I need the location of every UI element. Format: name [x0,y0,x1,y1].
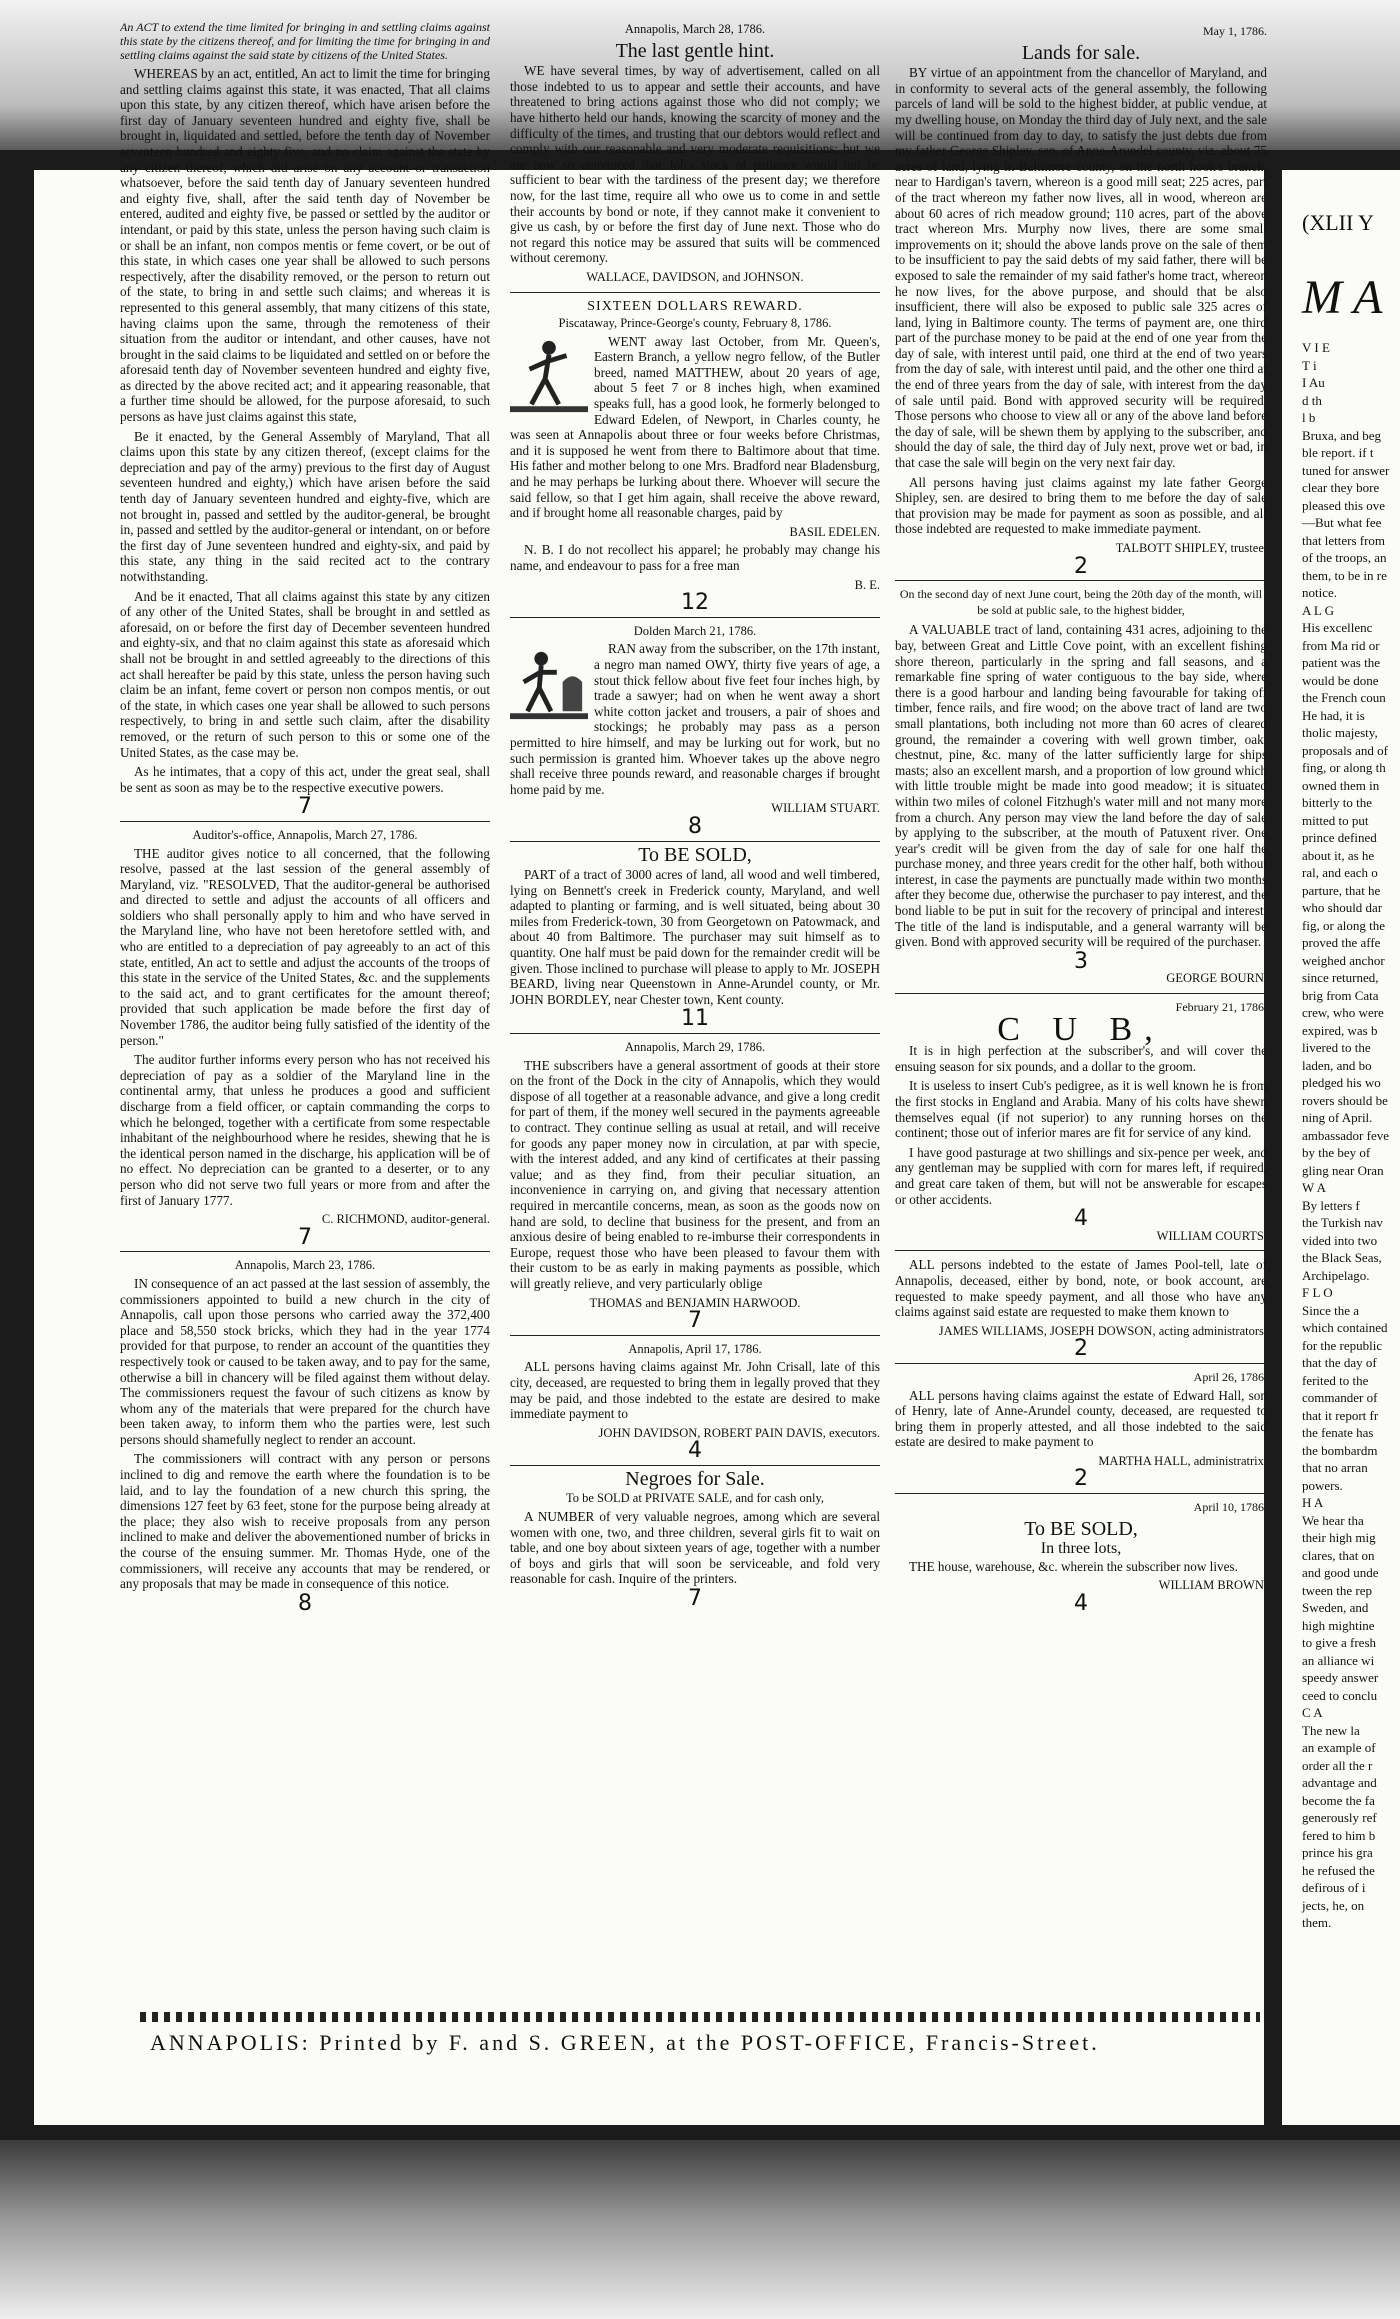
handwritten-number: 7 [298,1224,312,1250]
hint-ad-signature: WALLACE, DAVIDSON, and JOHNSON. [586,269,804,284]
adjacent-page-line: pledged his wo [1302,1075,1381,1090]
reward-ad-note: N. B. I do not recollect his apparel; he probably may change his name, and endeavour to pass for a free man [510,542,880,573]
adjacent-page-line: clares, that on [1302,1547,1375,1563]
adjacent-page-line: generously ref [1302,1810,1377,1825]
runaway-ad-paragraph: RAN away from the subscriber, on the 17th instant, a negro man named OWY, thirty five years of age, a stout thick fellow about five feet four inches high, by trade a sawyer; had on when he went away a short white cotton jacket and trousers, a pair of shoes and stockings; he probably may pass as a person permitted to hire himself, and may be lurking out for work, but no such permission is granted him. Whoever takes up the above negro shall receive three pounds reward, and reasonable charges if brought home paid by me. [510,641,880,797]
hint-ad-title: The last gentle hint. [615,39,775,62]
divider [895,993,1267,994]
hall-estate-signature: MARTHA HALL, administratrix. [1098,1453,1267,1468]
adjacent-page-line: he refused the [1302,1862,1375,1878]
adjacent-page-line: the Turkish nav [1302,1215,1383,1230]
adjacent-page-line: the Black Seas, [1302,1250,1382,1265]
adjacent-page-line: H A [1302,1495,1324,1510]
adjacent-page-line: notice. [1302,585,1338,600]
adjacent-page-line: We hear tha [1302,1512,1364,1528]
handwritten-number: 8 [688,813,702,839]
adjacent-page-line: l b [1302,410,1316,425]
adjacent-page-line: ferited to the [1302,1372,1369,1388]
reward-ad-heading: Piscataway, Prince-George's county, February 8, 1786. [558,316,832,331]
pool-estate-signature: JAMES WILLIAMS, JOSEPH DOWSON, acting administrators. [938,1323,1267,1338]
crisall-ad-signature: JOHN DAVIDSON, ROBERT PAIN DAVIS, executors. [598,1425,880,1440]
adjacent-page-line: would be done [1302,672,1379,688]
adjacent-page-line: them, to be in re [1302,567,1387,583]
adjacent-page-line: that the day of [1302,1355,1377,1370]
adjacent-page-line: the French coun [1302,690,1386,705]
divider [120,1251,490,1252]
handwritten-number: 3 [1074,948,1088,974]
adjacent-page-line: I Au [1302,375,1325,390]
adjacent-page-line: rovers should be [1302,1092,1388,1108]
cub-ad-date: February 21, 1786. [1175,1000,1267,1015]
act-paragraph-3: And be it enacted, That all claims against this state by any citizen of any other of the United States, shall be brought in and settled as aforesaid, on or before the first day of December seventeen hundred and eighty-six, and that no claim against this state as aforesaid which shall not be brought in and settled agreeably to the directions of this act shall hereafter be paid by this state, unless the person having such claim be an infant, feme covert or person non compos mentis, or out of the state, in which cases one year shall be allowed to such persons respectively, to bring in and settle such claim, after the disability removed, or the return of such person to this or some one of the United States, as the case may be. [120,588,490,760]
land-ad-title: To BE SOLD, [638,843,752,866]
lands-ad-date: May 1, 1786. [1203,24,1267,38]
adjacent-page-line: and good unde [1302,1565,1379,1580]
adjacent-page-line: that letters from [1302,532,1386,548]
adjacent-page-line: expired, was b [1302,1022,1378,1038]
adjacent-page-line: gling near Oran [1302,1162,1384,1178]
reward-ad-initials: B. E. [854,577,880,592]
handwritten-number: 2 [1074,1336,1088,1362]
church-ad-paragraph-1: IN consequence of an act passed at the last session of assembly, the commissioners appointed to build a new church in the city of Annapolis, call upon those persons who carried away the 372,400 place and 58,550 stock bricks, which they had in the year 1774 provided for that purpose, to render an account of the quantities they respectively took or caused to be taken away, and to pay for the same, otherwise a bill in chancery will be filed against them without delay. The commissioners request the favour of such citizens as know by whom any of the materials that were prepared for the church have been taken away, to inform them who the parties were, lest such persons should shamefully neglect to render an account. [120,1275,490,1447]
land-ad-paragraph: PART of a tract of 3000 acres of land, all wood and well timbered, lying on Bennett's creek in Frederick county, Maryland, and well adapted to planting or farming, and is well situated, being about 30 miles from Frederick-town, 30 from Georgetown on Patowmack, and about 40 from Baltimore. The purchaser may suit himself as to quantity. One half must be paid down for the remainder credit will be given. Those inclined to purchase will please to apply to Mr. JOSEPH BEARD, living near Queenstown in Anne-Arundel county, or Mr. JOHN BORDLEY, near Chester town, Kent county. [510,867,880,1007]
adjacent-page-line: Bruxa, and beg [1302,427,1382,443]
act-paragraph-1: WHEREAS by an act, entitled, An act to limit the time for bringing and settling claims against this state, it was enacted, That all claims upon this state, by any citizen thereof, which have arisen before the first day of January seventeen hundred and eighty five, shall be brought in, liquidated and settled, before the tenth day of November seventeen hundred and eighty five, and no claim against the state by any citizen thereof, which did arise on any account or transaction whatsoever, before the said tenth day of January seventeen hundred and eighty five, shall, after the said tenth day of November be entered, audited and eighty five, be passed or settled by the auditor or intendant, or paid by this state, unless the person having such claim is or shall be an infant, non compos mentis or feme covert, or be out of this state, in which cases one year shall be allowed to such persons respectively, after the disability removed, or the person to return out of the state, to bring in and settle such claims; and whereas it is represented to this general assembly, that many citizens of this state, having claims upon the same, through the remoteness of their situation from the auditor or intendant, and other causes, have not brought in the said claims to be liquidated and settled on or before the aforesaid tenth day of November seventeen hundred and eighty five, as directed by the above recited act; and it appearing reasonable, that a further time should be allowed, for the purpose aforesaid, to such persons as have just claims against this state, [120,66,490,425]
adjacent-page-line: vided into two [1302,1232,1378,1248]
adjacent-page-line: speedy answer [1302,1670,1379,1685]
adjacent-page-line: their high mig [1302,1530,1376,1545]
adjacent-page-line: bitterly to the [1302,795,1373,810]
handwritten-number: 7 [688,1308,702,1334]
adjacent-page-line: high mightine [1302,1617,1375,1633]
adjacent-page-line: about it, as he [1302,847,1375,863]
divider [895,580,1267,581]
adjacent-page-line: that no arran [1302,1460,1368,1475]
hall-estate-paragraph: ALL persons having claims against the estate of Edward Hall, son of Henry, late of Anne-Arundel county, deceased, are requested to bring them in properly attested, and all those indebted to the said estate are desired to make payment to [895,1387,1267,1450]
divider [510,841,880,842]
adjacent-page-line: which contained [1302,1320,1388,1335]
adjacent-page-line: since returned, [1302,970,1379,985]
divider [895,1250,1267,1251]
adjacent-page-line: advantage and [1302,1775,1377,1790]
adjacent-page-line: parture, that he [1302,882,1381,898]
reward-ad-signature: BASIL EDELEN. [789,524,880,539]
auditor-ad-paragraph-2: The auditor further informs every person who has not received his depreciation of pay as a soldier of the Maryland line in the continental army, that unless he produces a good and sufficient discharge from a field officer, or captain commanding the corps to which he belonged, together with a certificate from some respectable inhabitant of the neighbourhood where he resides, shewing that he is the identical person named in the discharge, his application will be of no effect. No depreciation can be granted to a deserter, or to any person who did not serve two full years or more from and after the first of January 1777. [120,1052,490,1208]
adjacent-page-line: weighed anchor [1302,952,1385,968]
cub-ad-paragraph-1: It is in high perfection at the subscriber's, and will cover the ensuing season for six pounds, and a dollar to the groom. [895,1043,1267,1074]
adjacent-page-line: C A [1302,1705,1323,1720]
church-ad-paragraph-2: The commissioners will contract with any person or persons inclined to dig and remove the earth where the foundation is to be laid, and to lay the foundation of a new church this spring, the dimensions 127 feet by 63 feet, stone for the purpose being already at the place; they also wish to receive proposals from any person inclined to make and deliver the abovementioned number of bricks in the course of the ensuing summer. Mr. Thomas Hyde, one of the commissioners, will receive any accounts that may be rendered, or any proposals that may be made in consequence of this notice. [120,1451,490,1592]
adjacent-page-line: that it report fr [1302,1407,1379,1423]
adjacent-page-line: them. [1302,1915,1332,1930]
adjacent-page-line: A L G [1302,602,1335,618]
act-paragraph-4: As he intimates, that a copy of this act, under the great seal, shall be sent as soon as may be to the respective executive powers. [120,764,490,795]
tract-ad-intro: On the second day of next June court, being the 20th day of the month, will be sold at public sale, to the highest bidder, [899,587,1263,617]
adjacent-page-line: laden, and bo [1302,1057,1372,1073]
act-title: An ACT to extend the time limited for bringing in and settling claims against this state by the citizens thereof, and for limiting the time for bringing in and settling claims against the said state by citizens of the United States. [120,20,490,62]
adjacent-page-line: order all the r [1302,1757,1373,1773]
divider [510,1465,880,1466]
adjacent-page-line: for the republic [1302,1337,1383,1353]
adjacent-page-line: proposals and of [1302,742,1388,758]
adjacent-page-line: by the bey of [1302,1145,1371,1160]
adjacent-page-volume: (XLII Y [1302,210,1374,235]
cub-ad-paragraph-3: I have good pasturage at two shillings and six-pence per week, and any gentleman may be supplied with corn for mares left, if required, and great care taken of them, but will not be answerable for escapes or other accidents. [895,1144,1267,1207]
handwritten-number: 7 [688,1586,702,1612]
adjacent-page-line: W A [1302,1180,1326,1195]
adjacent-page-line: V I E [1302,340,1330,355]
harwood-ad-signature: THOMAS and BENJAMIN HARWOOD. [589,1295,801,1310]
handwritten-number: 8 [298,1590,312,1616]
adjacent-page-line: ambassador feve [1302,1127,1389,1143]
lands-ad-paragraph-1: BY virtue of an appointment from the chancellor of Maryland, and in conformity to several acts of the general assembly, the following parcels of land will be sold to the highest bidder, at public vendue, at my dwelling house, on Monday the third day of July next, and the sale will be continued from day to day, to satisfy the just debts due from my father George Shipley, sen. of Anne-Arundel county, viz. about 75 acres of land, lying in Baltimore county, on the north hook's branch, near to Hardigan's tavern, whereon is a good mill seat; 225 acres, part of the tract whereon my father now lives, all in wood, whereon are about 60 acres of rich meadow ground; 110 acres, part of the above tract whereon Mrs. Murphy now lives, there are some small improvements on it; should the above lands prove on the sale of them to be insufficient to pay the said debts of my said father, there will be exposed to sale the remainder of my said father's home tract, whereon he now lives, for the above purpose, and should that be also insufficient, there will also be exposed to public sale 325 acres of land, lying in Baltimore county. The terms of payment are, one third part of the purchase money to be paid at the end of one year from the day of sale, with interest until paid, one third at the end of two years from the day of sale, with interest until paid, and the other one third at the end of three years from the day of sale, with interest from the day of sale until paid. Bond with approved security will be required. Those persons who choose to view all or any of the above land before the day of sale, will be shewn them by applying to the subscriber, and should the day of sale, the third day of July next, prove wet or bad, in that case the sale will begin on the very next fair day. [895,65,1267,471]
house-ad-title: To BE SOLD, [1024,1517,1138,1540]
church-ad-heading: Annapolis, March 23, 1786. [234,1258,376,1273]
pool-estate-paragraph: ALL persons indebted to the estate of James Pool-tell, late of Annapolis, deceased, either by bond, note, or book account, are requested to make speedy payment, and all those who have any claims against said estate are requested to make them known to [895,1257,1267,1320]
adjacent-page-line: livered to the [1302,1040,1371,1055]
divider [895,1363,1267,1364]
negroes-ad-paragraph: A NUMBER of very valuable negroes, among which are several women with one, two, and three children, several girls fit to wait on table, and one boy about sixteen years of age, together with a number of boys and girls that will soon be serviceable, and fold very reasonable for cash. Inquire of the printers. [510,1509,880,1587]
house-ad-date: April 10, 1786. [1193,1500,1267,1515]
harwood-ad-paragraph: THE subscribers have a general assortment of goods at their store on the front of the Dock in the city of Annapolis, which they would dispose of all together at a reasonable advance, and give a long credit for part of them, if the money well secured in the payments agreeable to contract. They continue selling as usual at retail, and will receive for goods any paper money now in circulation, at par with specie, with the interest added, and any kind of certificates at their passing value; and as they find, from their peculiar situation, an inconvenience in carrying on, and giving that necessary attention required in mercantile concerns, mean, as soon as the goods now on hand are sold, to decline that business for the present, and from an anxious desire of being enabled to re-imburse their correspondents in Europe, request those who have been pleased to favour them with their custom to be as early in making payments as possible, which will greatly relieve, and very particularly oblige [510,1057,880,1291]
house-ad-subtitle: In three lots, [1040,1540,1122,1558]
adjacent-page-line: mitted to put [1302,812,1369,828]
handwritten-number: 4 [1074,1591,1088,1617]
adjacent-page-line: the fenate has [1302,1425,1374,1440]
adjacent-page-edge [1282,170,1400,2125]
handwritten-number: 7 [298,794,312,820]
adjacent-page-masthead: M A [1302,271,1383,324]
adjacent-page-line: become the fa [1302,1792,1375,1808]
column-right [895,20,1267,2010]
adjacent-page-line: tuned for answer [1302,462,1390,478]
adjacent-page-line: Sweden, and [1302,1600,1369,1615]
hall-estate-date: April 26, 1786. [1193,1369,1267,1384]
reward-ad-paragraph: WENT away last October, from Mr. Queen's, Eastern Branch, a yellow negro fellow, of the Butler breed, named MATTHEW, about 20 years of age, about 5 feet 7 or 8 inches high, when examined speaks full, has a good look, he formerly belonged to Edward Edelen, of Newport, in Charles county, he was seen at Annapolis about three or four weeks before Christmas, and it is supposed he went from there to Baltimore about that time. His father and mother belong to one Mrs. Bradford near Bladensburg, and he may perhaps be lurking about there. Whoever will secure the said fellow, so that I get him again, shall receive the above reward, and if brought home all reasonable charges, paid by [510,333,880,521]
handwritten-number: 4 [1074,1206,1088,1232]
divider [510,292,880,293]
adjacent-page-line: He had, it is [1302,707,1365,723]
adjacent-page-line: commander of [1302,1390,1378,1405]
lands-ad-paragraph-2: All persons having just claims against my late father George Shipley, sen. are desired to bring them to me before the day of sale that provision may be made for payment as soon as possible, and all those indebted are requested to make immediate payment. [895,474,1267,537]
hint-ad-paragraph: WE have several times, by way of advertisement, called on all those indebted to us to appear and settle their accounts, and have threatened to bring actions against those who did not comply; we have hitherto held our hands, knowing the scarcity of money and the difficulty of the times, and trusting that our debtors would reflect and comply with our reasonable and very moderate requisitions; but we are now so convinced that Job's stock of patience would not be sufficient to bear with the tardiness of the present day; we therefore now, for the last time, require all who owe us to come in and settle their accounts by bond or note, if they cannot make it convenient to give us cash, by or before the first day of June next. Those who do not regard this notice may be assured that suits will be commenced without ceremony. [510,63,880,266]
tract-ad-paragraph: A VALUABLE tract of land, containing 431 acres, adjoining to the bay, between Great and Little Cove point, with an excellent fishing shore thereon, particularly in the spring and fall seasons, and a remarkable fine spring of water contiguous to the bay side, where there is a good harbour and landing being favourable for taking off timber, fence rails, and fire wood; on the above tract of land are two small plantations, both including not more than 60 acres of cleared ground, the remainder a covering with well grown timber, oak, chestnut, pine, &c. many of the latter sufficiently large for ships masts; also an excellent marsh, and a proportion of low ground which with little trouble might be made into good meadow; it is situated within two miles of colonel Fitzhugh's water mill and not many more from a church. Any person may view the land before the day of sale by applying to the subscriber, at the mouth of Patuxent river. One year's credit will be given from the day of sale for one half the purchase money, and three years credit for the other half, both without interest, in case the payments are punctually made within two months after they become due, otherwise the purchaser to pay interest, and the bond liable to be put in suit for the recovery of principal and interest. The title of the land is indisputable, and a general warranty will be given. Bond with approved security will be required of the purchaser. [895,622,1267,950]
adjacent-page-line: pleased this ove [1302,497,1386,513]
divider [510,1335,880,1336]
runaway-woodcut-icon [510,643,588,725]
runaway-woodcut-icon [510,336,588,418]
adjacent-page-line: crew, who were [1302,1005,1384,1020]
adjacent-page-line: defirous of i [1302,1880,1366,1895]
adjacent-page-line: His excellenc [1302,620,1373,635]
adjacent-page-line: proved the affe [1302,935,1381,950]
cub-ad-paragraph-2: It is useless to insert Cub's pedigree, as it is well known he is from the first stocks in England and Arabia. Many of his colts have shewn themselves equal (if not superior) to any running horses on the continent; those out of inferior mares are fit for service of any kind. [895,1078,1267,1141]
adjacent-page-line: brig from Cata [1302,987,1379,1003]
runaway-ad-heading: Dolden March 21, 1786. [633,623,757,638]
hint-ad-heading: Annapolis, March 28, 1786. [624,22,766,36]
negroes-ad-title: Negroes for Sale. [625,1467,765,1490]
handwritten-number: 2 [1074,1466,1088,1492]
adjacent-page-line: fig, or along the [1302,917,1386,933]
adjacent-page-line: —But what fee [1302,515,1382,530]
adjacent-page-line: tween the rep [1302,1582,1373,1598]
adjacent-page-line: prince defined [1302,830,1377,845]
adjacent-page-line: clear they bore [1302,480,1380,495]
divider [895,1493,1267,1494]
auditor-ad-heading: Auditor's-office, Annapolis, March 27, 1786. [192,827,418,842]
adjacent-page-line: By letters f [1302,1197,1360,1213]
act-paragraph-2: Be it enacted, by the General Assembly of Maryland, That all claims upon this state by any citizen thereof, (except claims for the depreciation and pay of the army) previous to the first day of August seventeen hundred and eighty,) which have arisen before the said tenth day of January seventeen hundred and eighty-five, which are not brought in, passed and settled by the auditor-general, be brought in, passed and settled by the auditor-general or intendant, on or before the first day of June seventeen hundred and eighty-six, and paid by this state, any thing in the said recited act to the contrary notwithstanding. [120,428,490,584]
handwritten-number: 2 [1074,553,1088,579]
adjacent-page-line: Since the a [1302,1302,1360,1318]
harwood-ad-heading: Annapolis, March 29, 1786. [624,1040,766,1055]
adjacent-page-line: patient was the [1302,655,1380,670]
adjacent-page-line: prince his gra [1302,1845,1373,1860]
adjacent-page-line: powers. [1302,1477,1343,1493]
adjacent-page-line: F L O [1302,1285,1333,1300]
cub-ad-title: C U B, [997,1010,1165,1048]
column-middle [510,20,880,2010]
adjacent-page-line: tholic majesty, [1302,725,1378,740]
adjacent-page-line: fing, or along th [1302,760,1386,775]
handwritten-number: 12 [681,590,709,616]
divider [120,821,490,822]
adjacent-page-line: ning of April. [1302,1110,1373,1125]
lands-ad-title: Lands for sale. [1021,41,1141,64]
adjacent-page-line: who should dar [1302,900,1383,915]
crisall-ad-heading: Annapolis, April 17, 1786. [628,1341,762,1356]
adjacent-page-line: from Ma rid or [1302,637,1380,653]
adjacent-page-line: the bombardm [1302,1442,1378,1458]
adjacent-page-line: fered to him b [1302,1827,1376,1843]
adjacent-page-line: an alliance wi [1302,1652,1375,1668]
adjacent-page-line: an example of [1302,1740,1376,1755]
adjacent-page-line: ral, and each o [1302,865,1378,880]
column-left [120,20,490,2010]
scan-bottom-margin [0,2140,1400,2319]
adjacent-page-line: d th [1302,392,1322,408]
adjacent-page-line: to give a fresh [1302,1635,1377,1650]
imprint-line: ANNAPOLIS: Printed by F. and S. GREEN, at the POST-OFFICE, Francis-Street. [150,2030,1100,2055]
runaway-ad-signature: WILLIAM STUART. [771,801,880,816]
divider [510,617,880,618]
handwritten-number: 4 [688,1438,702,1464]
cub-ad-signature: WILLIAM COURTS. [1156,1228,1267,1243]
ornamental-border [140,2012,1260,2022]
house-ad-signature: WILLIAM BROWN. [1158,1578,1267,1593]
adjacent-page-line: jects, he, on [1302,1897,1365,1913]
adjacent-page-line: Archipelago. [1302,1267,1370,1283]
reward-ad-title: SIXTEEN DOLLARS REWARD. [587,298,803,314]
auditor-ad-paragraph-1: THE auditor gives notice to all concerned, that the following resolve, passed at the last session of the general assembly of Maryland, viz. "RESOLVED, That the auditor-general be authorised and directed to settle and adjust the accounts of all officers and soldiers who shall personally apply to him and who have served in the Maryland line, who have not been heretofore settled with, and who are entitled to a depreciation of pay agreeably to an act of this state, entitled, An act to settle and adjust the accounts of the troops of this state in the service of the United States, &c. and the supplements to the said act, and to grant certificates for the amount thereof; provided that such application be made before the first day of November 1786, the auditor being fully satisfied of the identity of the person." [120,845,490,1048]
tract-ad-signature: GEORGE BOURN. [1166,971,1267,986]
adjacent-page-line: T i [1302,357,1317,373]
divider [510,1033,880,1034]
handwritten-number: 11 [681,1006,709,1032]
house-ad-paragraph: THE house, warehouse, &c. wherein the subscriber now lives. [909,1558,1238,1574]
adjacent-page-line: ble report. if t [1302,445,1374,460]
negroes-ad-subtitle: To be SOLD at PRIVATE SALE, and for cash only, [565,1491,825,1506]
lands-ad-signature: TALBOTT SHIPLEY, trustee. [1115,541,1267,555]
adjacent-page-line: owned them in [1302,777,1380,793]
adjacent-page-line: ceed to conclu [1302,1687,1378,1703]
adjacent-page-line: of the troops, an [1302,550,1387,565]
adjacent-page-text [1302,340,1400,1933]
adjacent-page-line: The new la [1302,1722,1360,1738]
crisall-ad-paragraph: ALL persons having claims against Mr. John Crisall, late of this city, deceased, are requested to bring them in legally proved that they may be paid, and those indebted to the estate are desired to make immediate payment to [510,1359,880,1422]
auditor-signature: C. RICHMOND, auditor-general. [321,1212,490,1227]
